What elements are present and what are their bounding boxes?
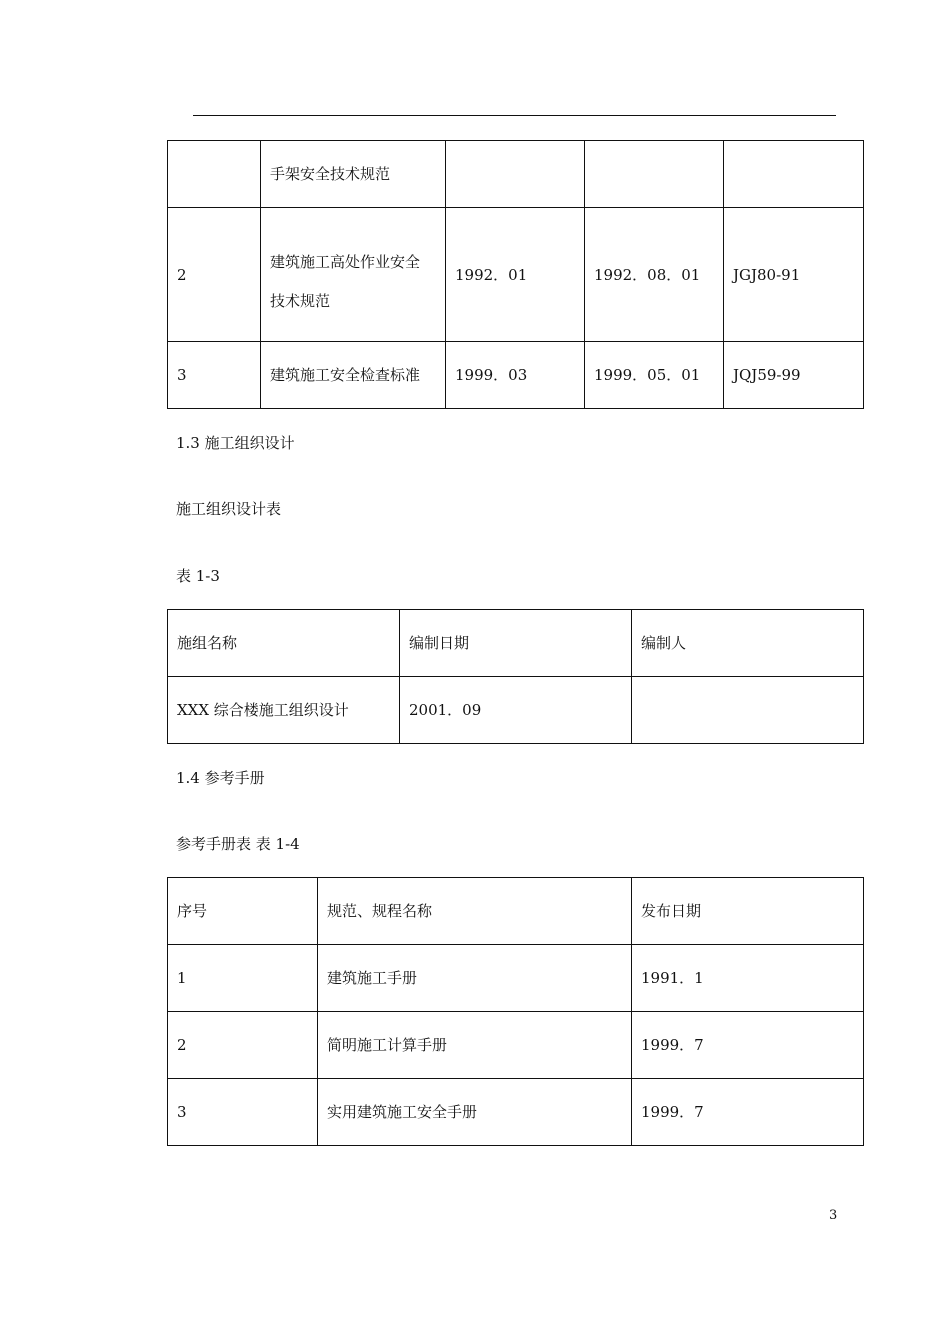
cell-effective [585, 141, 724, 208]
header-cell: 编制人 [632, 610, 864, 677]
table-row [168, 141, 864, 208]
page-number: 3 [829, 1208, 838, 1223]
table-row [168, 945, 864, 1012]
table-cell: 1991．1 [632, 945, 864, 1012]
table-cell: 实用建筑施工安全手册 [318, 1079, 632, 1146]
table-row [168, 677, 864, 744]
name-line: 建筑施工高处作业安全 [270, 252, 421, 271]
header-cell: 施组名称 [168, 610, 400, 677]
cell-issued: 1999．03 [446, 342, 585, 409]
table-cell: 2001．09 [400, 677, 632, 744]
section-heading: 1.4 参考手册 [176, 769, 265, 787]
table-row [168, 342, 864, 409]
reference-manual-table [167, 877, 864, 1146]
table-title: 参考手册表 表 1-4 [176, 835, 300, 853]
table-cell: 1999．7 [632, 1079, 864, 1146]
table-header-row [168, 610, 864, 677]
construction-design-table [167, 609, 864, 744]
table-row [168, 1012, 864, 1079]
standards-table [167, 140, 864, 409]
header-cell: 序号 [168, 878, 318, 945]
header-cell: 规范、规程名称 [318, 878, 632, 945]
table-row [168, 208, 864, 342]
section-heading: 1.3 施工组织设计 [176, 434, 295, 452]
table-cell: 3 [168, 1079, 318, 1146]
cell-name: 手架安全技术规范 [261, 141, 446, 208]
header-cell: 发布日期 [632, 878, 864, 945]
cell-code: JQJ59-99 [724, 342, 864, 409]
table-cell: 1999．7 [632, 1012, 864, 1079]
table-cell: 2 [168, 1012, 318, 1079]
table-label: 表 1-3 [176, 567, 220, 585]
cell-effective: 1999．05．01 [585, 342, 724, 409]
cell-no: 2 [168, 208, 261, 342]
header-cell: 编制日期 [400, 610, 632, 677]
cell-code [724, 141, 864, 208]
cell-no: 3 [168, 342, 261, 409]
cell-issued [446, 141, 585, 208]
cell-no [168, 141, 261, 208]
table-cell: 建筑施工手册 [318, 945, 632, 1012]
table-header-row [168, 878, 864, 945]
table-title: 施工组织设计表 [176, 500, 282, 518]
cell-effective: 1992．08．01 [585, 208, 724, 342]
table-cell: 简明施工计算手册 [318, 1012, 632, 1079]
table-row [168, 1079, 864, 1146]
table-cell [632, 677, 864, 744]
header-rule [193, 115, 836, 116]
cell-name [261, 208, 446, 342]
cell-code: JGJ80-91 [724, 208, 864, 342]
table-cell: XXX 综合楼施工组织设计 [168, 677, 400, 744]
cell-name: 建筑施工安全检查标准 [261, 342, 446, 409]
cell-issued: 1992．01 [446, 208, 585, 342]
name-line: 技术规范 [270, 291, 331, 310]
table-cell: 1 [168, 945, 318, 1012]
